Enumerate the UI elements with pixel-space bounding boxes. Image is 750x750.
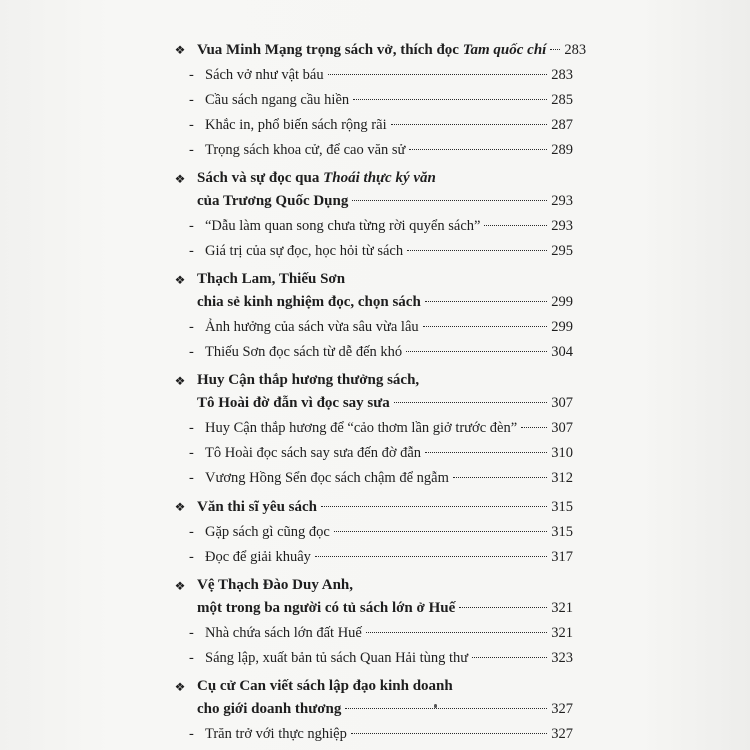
dot-leader <box>459 607 547 608</box>
section-title-line2: Tô Hoài đờ đẫn vì đọc say sưa <box>197 395 390 411</box>
toc-section <box>175 675 573 722</box>
page-number: 307 <box>551 420 573 436</box>
subsection-title: Gặp sách gì cũng đọc <box>205 524 330 540</box>
section-title-italic: Tam quốc chí <box>462 42 547 58</box>
subsection-title: Đọc để giải khuây <box>205 549 311 565</box>
dash-marker: - <box>189 470 194 486</box>
dash-marker: - <box>189 650 194 666</box>
subsection-title: Cầu sách ngang cầu hiền <box>205 92 350 108</box>
dot-leader <box>394 402 547 403</box>
toc-subsection <box>175 520 573 545</box>
section-title: Thạch Lam, Thiếu Sơn <box>197 271 346 287</box>
section-title: Văn thi sĩ yêu sách <box>197 499 318 515</box>
subsection-title: Sáng lập, xuất bản tủ sách Quan Hải tùng thư <box>205 650 469 666</box>
dot-leader <box>334 531 547 532</box>
dash-marker: - <box>189 445 194 461</box>
toc-subsection <box>175 646 573 671</box>
toc-subsection <box>175 466 573 491</box>
dot-leader <box>352 200 547 201</box>
toc-subsection <box>175 138 573 163</box>
dot-leader <box>484 225 547 226</box>
dot-leader <box>406 351 547 352</box>
toc-subsection <box>175 239 573 264</box>
page-number: 307 <box>551 395 573 411</box>
page-number: 283 <box>564 42 587 58</box>
dot-leader <box>425 301 547 302</box>
toc-subsection <box>175 88 573 113</box>
diamond-bullet-icon: ❖ <box>174 579 186 593</box>
subsection-title: Trọng sách khoa cử, để cao văn sử <box>205 142 406 158</box>
subsection-title: Khắc in, phổ biến sách rộng rãi <box>205 117 387 133</box>
dot-leader <box>366 632 547 633</box>
page-number: 289 <box>551 142 573 158</box>
dash-marker: - <box>189 625 194 641</box>
toc-subsection <box>175 722 573 747</box>
section-title-line2: chia sẻ kinh nghiệm đọc, chọn sách <box>197 294 421 310</box>
section-title-line2: của Trương Quốc Dụng <box>197 193 349 209</box>
section-title: Cụ cử Can viết sách lập đạo kinh doanh <box>197 678 453 694</box>
dot-leader <box>321 506 547 507</box>
page-number: 299 <box>551 319 573 335</box>
page-number: 310 <box>551 445 573 461</box>
dot-leader <box>315 556 547 557</box>
subsection-title: Thiếu Sơn đọc sách từ dễ đến khó <box>205 344 403 360</box>
toc-subsection <box>175 113 573 138</box>
dash-marker: - <box>189 726 194 742</box>
page-number: 315 <box>551 524 573 540</box>
page-number: 285 <box>551 92 573 108</box>
page-number: 293 <box>551 193 573 209</box>
toc-section <box>175 167 573 214</box>
page-speck <box>434 704 437 708</box>
toc-section <box>175 574 573 621</box>
subsection-title: Tô Hoài đọc sách say sưa đến đờ đẫn <box>205 445 422 461</box>
dash-marker: - <box>189 243 194 259</box>
dash-marker: - <box>189 549 194 565</box>
page-number: 293 <box>551 218 573 234</box>
toc-section <box>175 369 573 416</box>
page-number: 287 <box>551 117 573 133</box>
subsection-title: “Dẫu làm quan song chưa từng rời quyển sách” <box>205 218 481 234</box>
dot-leader <box>453 477 547 478</box>
subsection-title: Vương Hồng Sển đọc sách chậm để ngẫm <box>205 470 449 486</box>
diamond-bullet-icon: ❖ <box>174 500 186 514</box>
page-number: 315 <box>551 499 573 515</box>
toc-section <box>175 268 573 315</box>
dash-marker: - <box>189 524 194 540</box>
dash-marker: - <box>189 92 194 108</box>
toc-section <box>174 38 587 63</box>
page-number: 327 <box>551 701 573 717</box>
diamond-bullet-icon: ❖ <box>174 43 186 57</box>
dot-leader <box>351 733 547 734</box>
dot-leader <box>407 250 547 251</box>
dot-leader <box>472 657 547 658</box>
page-number: 317 <box>551 549 573 565</box>
dash-marker: - <box>189 117 194 133</box>
diamond-bullet-icon: ❖ <box>174 172 186 186</box>
subsection-title: Sách vở như vật báu <box>205 67 324 83</box>
toc-subsection <box>175 621 573 646</box>
page-number: 327 <box>551 726 573 742</box>
page-number: 323 <box>551 650 573 666</box>
dash-marker: - <box>189 420 194 436</box>
section-title: Huy Cận thắp hương thưởng sách, <box>197 372 420 388</box>
subsection-title: Trăn trở với thực nghiệp <box>205 726 347 742</box>
dash-marker: - <box>189 67 194 83</box>
dot-leader <box>391 124 548 125</box>
dot-leader <box>353 99 547 100</box>
section-title: Vua Minh Mạng trọng sách vở, thích đọc Tam quốc chí <box>197 42 547 58</box>
diamond-bullet-icon: ❖ <box>174 273 186 287</box>
subsection-title: Huy Cận thắp hương để “cảo thơm lần giở trước đèn” <box>205 420 518 436</box>
dash-marker: - <box>189 319 194 335</box>
diamond-bullet-icon: ❖ <box>174 680 186 694</box>
page-number: 295 <box>551 243 573 259</box>
page-number: 312 <box>551 470 573 486</box>
dot-leader <box>409 149 547 150</box>
page-number: 299 <box>551 294 573 310</box>
dot-leader <box>423 326 548 327</box>
dot-leader <box>425 452 547 453</box>
subsection-title: Giá trị của sự đọc, học hỏi từ sách <box>205 243 404 259</box>
subsection-title: Ảnh hưởng của sách vừa sâu vừa lâu <box>205 319 419 335</box>
section-title-italic: Thoái thực ký văn <box>323 170 436 186</box>
diamond-bullet-icon: ❖ <box>174 374 186 388</box>
dot-leader <box>521 427 547 428</box>
dot-leader <box>550 49 560 50</box>
toc-subsection <box>175 416 573 441</box>
page-number: 321 <box>551 600 573 616</box>
toc-subsection <box>175 315 573 340</box>
page-number: 283 <box>551 67 573 83</box>
dot-leader <box>328 74 548 75</box>
section-title-line2: cho giới doanh thương <box>197 701 342 717</box>
dash-marker: - <box>189 142 194 158</box>
section-title-line2: một trong ba người có tủ sách lớn ở Huế <box>197 600 456 616</box>
dash-marker: - <box>189 218 194 234</box>
table-of-contents <box>174 38 587 747</box>
toc-subsection <box>175 214 573 239</box>
toc-subsection <box>175 340 573 365</box>
toc-section <box>175 495 573 520</box>
subsection-title: Nhà chứa sách lớn đất Huế <box>205 625 362 641</box>
dot-leader <box>345 708 547 709</box>
toc-subsection <box>175 441 573 466</box>
page-number: 321 <box>551 625 573 641</box>
dash-marker: - <box>189 344 194 360</box>
toc-subsection <box>175 545 573 570</box>
section-title: Sách và sự đọc qua Thoái thực ký văn <box>197 170 436 186</box>
section-title: Vệ Thạch Đào Duy Anh, <box>197 577 354 593</box>
toc-subsection <box>175 63 573 88</box>
page-number: 304 <box>551 344 573 360</box>
